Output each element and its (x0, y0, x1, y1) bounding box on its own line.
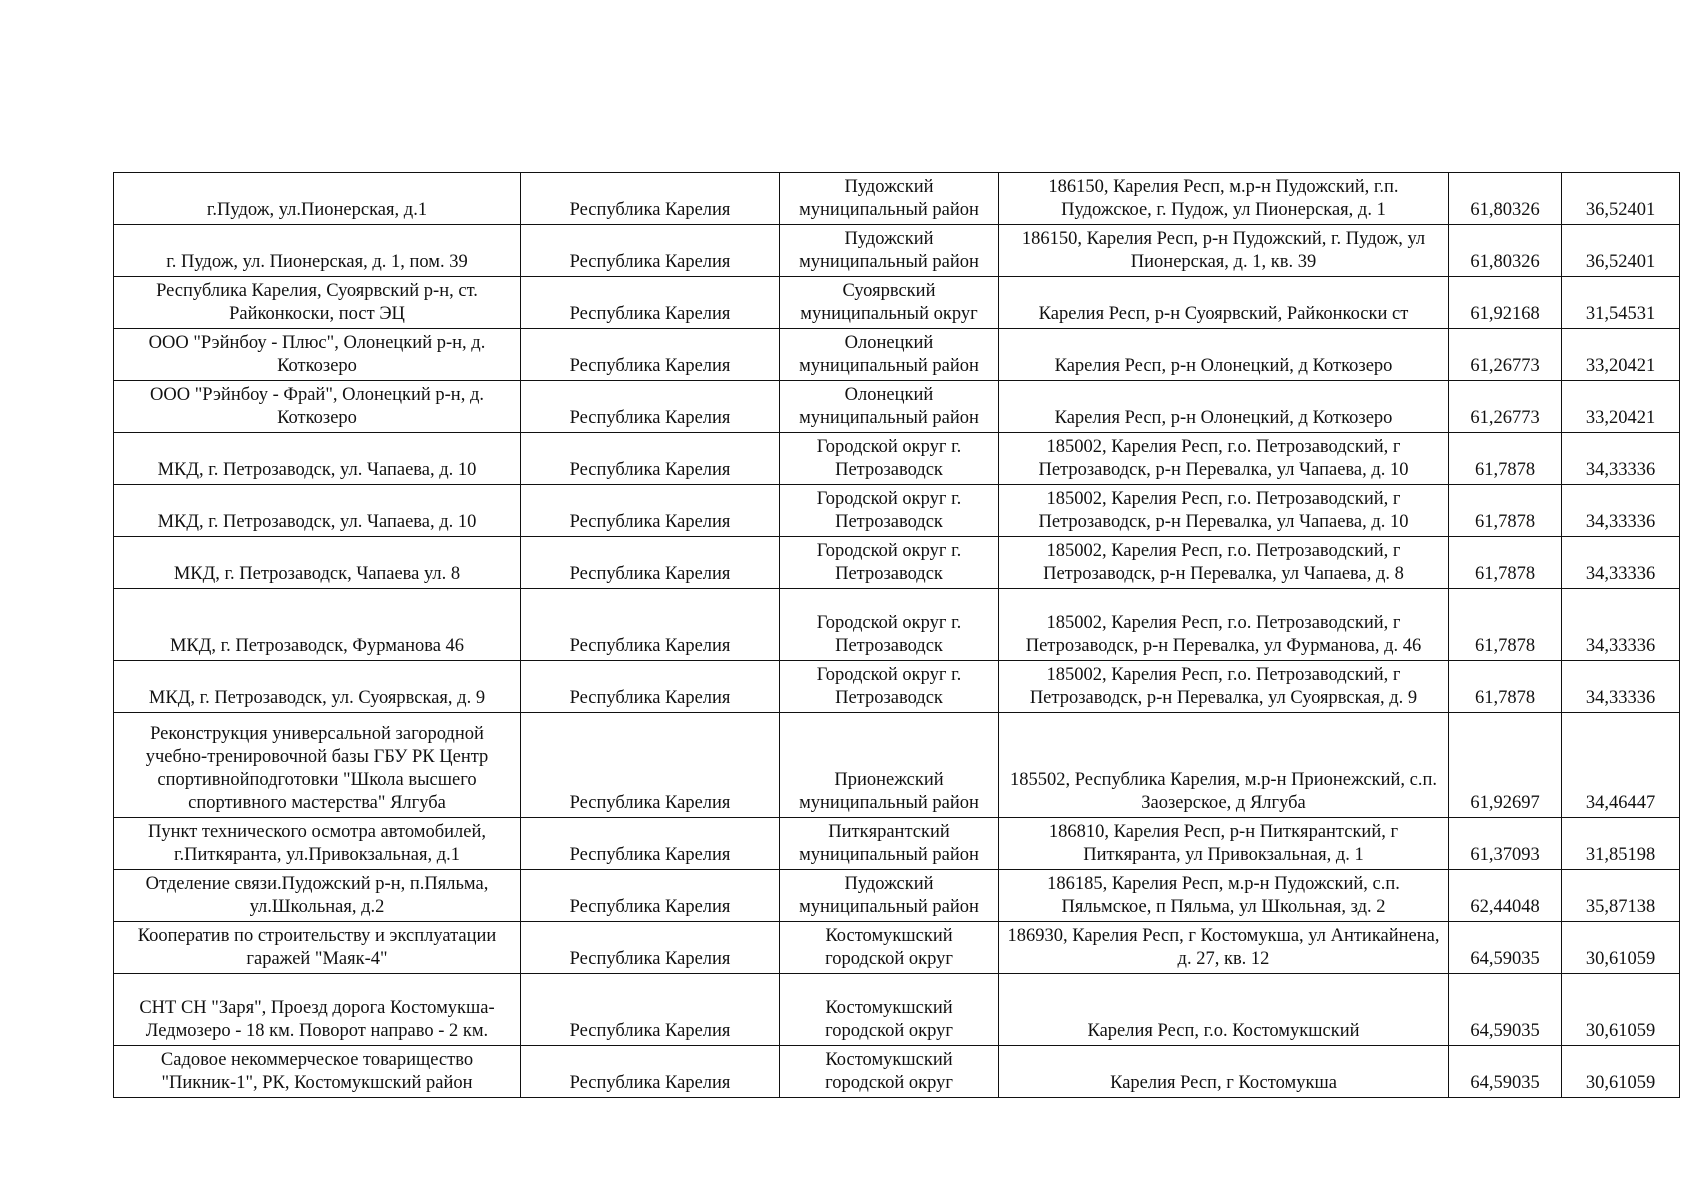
object-cell: Отделение связи.Пудожский р-н, п.Пяльма, ул.Школьная, д.2 (114, 870, 521, 922)
longitude-cell: 34,33336 (1562, 485, 1680, 537)
table-row (114, 713, 1680, 818)
latitude-cell: 64,59035 (1449, 974, 1562, 1046)
district-cell: Городской округ г. Петрозаводск (780, 433, 999, 485)
table-row (114, 277, 1680, 329)
address-cell: Карелия Респ, г.о. Костомукшский (999, 974, 1449, 1046)
region-cell: Республика Карелия (521, 381, 780, 433)
object-cell: СНТ СН "Заря", Проезд дорога Костомукша-Ледмозеро - 18 км. Поворот направо - 2 км. (114, 974, 521, 1046)
longitude-cell: 36,52401 (1562, 225, 1680, 277)
latitude-cell: 61,7878 (1449, 485, 1562, 537)
region-cell: Республика Карелия (521, 870, 780, 922)
region-cell: Республика Карелия (521, 433, 780, 485)
address-cell: 186810, Карелия Респ, р-н Питкярантский, г Питкяранта, ул Привокзальная, д. 1 (999, 818, 1449, 870)
longitude-cell: 35,87138 (1562, 870, 1680, 922)
latitude-cell: 62,44048 (1449, 870, 1562, 922)
longitude-cell: 34,46447 (1562, 713, 1680, 818)
object-cell: ООО "Рэйнбоу - Фрай", Олонецкий р-н, д. Коткозеро (114, 381, 521, 433)
table-row (114, 589, 1680, 661)
region-cell: Республика Карелия (521, 922, 780, 974)
district-cell: Пудожский муниципальный район (780, 173, 999, 225)
latitude-cell: 61,7878 (1449, 433, 1562, 485)
address-cell: 185002, Карелия Респ, г.о. Петрозаводский, г Петрозаводск, р-н Перевалка, ул Чапаева, д. 10 (999, 433, 1449, 485)
latitude-cell: 61,26773 (1449, 329, 1562, 381)
region-cell: Республика Карелия (521, 485, 780, 537)
table-row (114, 818, 1680, 870)
region-cell: Республика Карелия (521, 589, 780, 661)
region-cell: Республика Карелия (521, 225, 780, 277)
region-cell: Республика Карелия (521, 713, 780, 818)
latitude-cell: 64,59035 (1449, 1046, 1562, 1098)
table-row (114, 225, 1680, 277)
district-cell: Городской округ г. Петрозаводск (780, 661, 999, 713)
latitude-cell: 61,7878 (1449, 537, 1562, 589)
longitude-cell: 33,20421 (1562, 329, 1680, 381)
district-cell: Пудожский муниципальный район (780, 225, 999, 277)
latitude-cell: 64,59035 (1449, 922, 1562, 974)
object-cell: Кооператив по строительству и эксплуатации гаражей "Маяк-4" (114, 922, 521, 974)
longitude-cell: 30,61059 (1562, 922, 1680, 974)
latitude-cell: 61,80326 (1449, 225, 1562, 277)
latitude-cell: 61,26773 (1449, 381, 1562, 433)
table-row (114, 661, 1680, 713)
district-cell: Суоярвский муниципальный округ (780, 277, 999, 329)
address-cell: Карелия Респ, р-н Суоярвский, Райконкоски ст (999, 277, 1449, 329)
latitude-cell: 61,92168 (1449, 277, 1562, 329)
object-cell: Садовое некоммерческое товарищество "Пикник-1", РК, Костомукшский район (114, 1046, 521, 1098)
address-cell: 185002, Карелия Респ, г.о. Петрозаводский, г Петрозаводск, р-н Перевалка, ул Чапаева, д. 8 (999, 537, 1449, 589)
region-cell: Республика Карелия (521, 329, 780, 381)
district-cell: Костомукшский городской округ (780, 922, 999, 974)
region-cell: Республика Карелия (521, 1046, 780, 1098)
object-cell: Республика Карелия, Суоярвский р-н, ст. Райконкоски, пост ЭЦ (114, 277, 521, 329)
region-cell: Республика Карелия (521, 974, 780, 1046)
longitude-cell: 30,61059 (1562, 1046, 1680, 1098)
object-cell: МКД, г. Петрозаводск, ул. Суоярвская, д. 9 (114, 661, 521, 713)
address-cell: 185002, Карелия Респ, г.о. Петрозаводский, г Петрозаводск, р-н Перевалка, ул Чапаева, д. 10 (999, 485, 1449, 537)
district-cell: Городской округ г. Петрозаводск (780, 589, 999, 661)
address-cell: 185002, Карелия Респ, г.о. Петрозаводский, г Петрозаводск, р-н Перевалка, ул Суоярвская, д. 9 (999, 661, 1449, 713)
longitude-cell: 33,20421 (1562, 381, 1680, 433)
table-row (114, 485, 1680, 537)
longitude-cell: 36,52401 (1562, 173, 1680, 225)
longitude-cell: 34,33336 (1562, 537, 1680, 589)
object-cell: ООО "Рэйнбоу - Плюс", Олонецкий р-н, д. Коткозеро (114, 329, 521, 381)
district-cell: Олонецкий муниципальный район (780, 329, 999, 381)
object-cell: г. Пудож, ул. Пионерская, д. 1, пом. 39 (114, 225, 521, 277)
table-row (114, 870, 1680, 922)
longitude-cell: 34,33336 (1562, 433, 1680, 485)
address-cell: Карелия Респ, г Костомукша (999, 1046, 1449, 1098)
object-cell: г.Пудож, ул.Пионерская, д.1 (114, 173, 521, 225)
district-cell: Прионежский муниципальный район (780, 713, 999, 818)
object-cell: МКД, г. Петрозаводск, ул. Чапаева, д. 10 (114, 485, 521, 537)
table-row (114, 974, 1680, 1046)
table-row (114, 433, 1680, 485)
district-cell: Костомукшский городской округ (780, 1046, 999, 1098)
district-cell: Олонецкий муниципальный район (780, 381, 999, 433)
latitude-cell: 61,7878 (1449, 589, 1562, 661)
address-cell: 185502, Республика Карелия, м.р-н Прионежский, с.п. Заозерское, д Ялгуба (999, 713, 1449, 818)
table-row (114, 537, 1680, 589)
district-cell: Городской округ г. Петрозаводск (780, 537, 999, 589)
longitude-cell: 34,33336 (1562, 661, 1680, 713)
address-cell: 185002, Карелия Респ, г.о. Петрозаводский, г Петрозаводск, р-н Перевалка, ул Фурманова, д. 46 (999, 589, 1449, 661)
district-cell: Городской округ г. Петрозаводск (780, 485, 999, 537)
latitude-cell: 61,37093 (1449, 818, 1562, 870)
longitude-cell: 34,33336 (1562, 589, 1680, 661)
region-cell: Республика Карелия (521, 818, 780, 870)
latitude-cell: 61,80326 (1449, 173, 1562, 225)
address-cell: Карелия Респ, р-н Олонецкий, д Коткозеро (999, 329, 1449, 381)
object-cell: МКД, г. Петрозаводск, Чапаева ул. 8 (114, 537, 521, 589)
region-cell: Республика Карелия (521, 661, 780, 713)
address-cell: Карелия Респ, р-н Олонецкий, д Коткозеро (999, 381, 1449, 433)
region-cell: Республика Карелия (521, 537, 780, 589)
address-table (113, 172, 1680, 1098)
object-cell: Пункт технического осмотра автомобилей, г.Питкяранта, ул.Привокзальная, д.1 (114, 818, 521, 870)
address-cell: 186930, Карелия Респ, г Костомукша, ул Антикайнена, д. 27, кв. 12 (999, 922, 1449, 974)
latitude-cell: 61,7878 (1449, 661, 1562, 713)
object-cell: Реконструкция универсальной загородной учебно-тренировочной базы ГБУ РК Центр спортивнойподготовки "Школа высшего спортивного мастерства" Ялгуба (114, 713, 521, 818)
longitude-cell: 30,61059 (1562, 974, 1680, 1046)
table-row (114, 173, 1680, 225)
district-cell: Пудожский муниципальный район (780, 870, 999, 922)
district-cell: Питкярантский муниципальный район (780, 818, 999, 870)
object-cell: МКД, г. Петрозаводск, Фурманова 46 (114, 589, 521, 661)
district-cell: Костомукшский городской округ (780, 974, 999, 1046)
address-cell: 186150, Карелия Респ, м.р-н Пудожский, г.п. Пудожское, г. Пудож, ул Пионерская, д. 1 (999, 173, 1449, 225)
latitude-cell: 61,92697 (1449, 713, 1562, 818)
table-body (114, 173, 1680, 1098)
address-cell: 186150, Карелия Респ, р-н Пудожский, г. Пудож, ул Пионерская, д. 1, кв. 39 (999, 225, 1449, 277)
object-cell: МКД, г. Петрозаводск, ул. Чапаева, д. 10 (114, 433, 521, 485)
address-cell: 186185, Карелия Респ, м.р-н Пудожский, с.п. Пяльмское, п Пяльма, ул Школьная, зд. 2 (999, 870, 1449, 922)
region-cell: Республика Карелия (521, 277, 780, 329)
region-cell: Республика Карелия (521, 173, 780, 225)
table-row (114, 329, 1680, 381)
longitude-cell: 31,54531 (1562, 277, 1680, 329)
longitude-cell: 31,85198 (1562, 818, 1680, 870)
table-row (114, 381, 1680, 433)
table-row (114, 922, 1680, 974)
table-row (114, 1046, 1680, 1098)
